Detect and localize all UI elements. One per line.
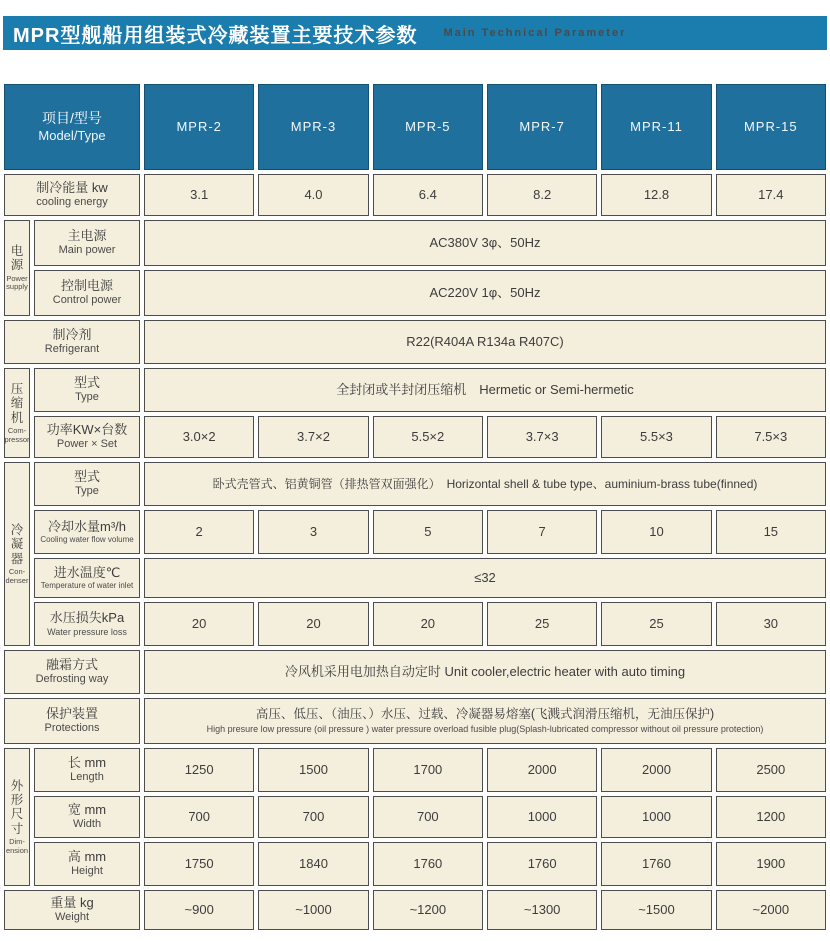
value-cell: ~1000 [258, 890, 368, 930]
value-cell-inlet-temp: ≤32 [144, 558, 826, 598]
value-cell: 2500 [716, 748, 826, 792]
value-cell: 1200 [716, 796, 826, 838]
value-cell: 8.2 [487, 174, 597, 216]
value-cell: 2000 [601, 748, 711, 792]
value-cell: 700 [258, 796, 368, 838]
value-cell: 12.8 [601, 174, 711, 216]
value-cell: 3.1 [144, 174, 254, 216]
group-label-condenser: 冷凝器 Con-denser [4, 462, 30, 646]
value-cell: 5.5×3 [601, 416, 711, 458]
value-cell-main-power: AC380V 3φ、50Hz [144, 220, 826, 266]
value-cell: 25 [487, 602, 597, 646]
value-cell: 5 [373, 510, 483, 554]
value-cell: 10 [601, 510, 711, 554]
group-dimension [4, 748, 826, 886]
group-power-supply [4, 220, 826, 316]
spec-table [4, 84, 826, 930]
row-width [34, 796, 826, 838]
value-cell: 17.4 [716, 174, 826, 216]
header-label-zh: 项目/型号 [42, 110, 102, 127]
model-header-mpr15: MPR-15 [743, 118, 798, 134]
value-cell: 1000 [487, 796, 597, 838]
row-cooling-energy [4, 174, 826, 216]
value-cell: 5.5×2 [373, 416, 483, 458]
value-cell: ~1500 [601, 890, 711, 930]
model-header-mpr11: MPR-11 [630, 118, 683, 134]
row-main-power [34, 220, 826, 266]
row-label-power-set: 功率KW×台数 Power × Set [34, 416, 140, 458]
model-header-mpr5: MPR-5 [405, 118, 451, 134]
protections-en: High presure low pressure (oil pressure ) water pressure overload fusible plug(Splash-lubricated compressor without oil pressure protection) [206, 724, 764, 735]
protections-zh: 高压、低压、（油压、）水压、过载、冷凝器易熔塞(飞溅式润滑压缩机，无油压保护) [255, 706, 715, 721]
row-refrigerant [4, 320, 826, 364]
value-cell: 3.7×2 [258, 416, 368, 458]
value-cell-protections [144, 698, 826, 744]
row-label-width: 宽 mm Width [34, 796, 140, 838]
value-cell: 2 [144, 510, 254, 554]
row-label-main-power: 主电源 Main power [34, 220, 140, 266]
row-label-control-power: 控制电源 Control power [34, 270, 140, 316]
value-cell-defrosting: 冷风机采用电加热自动定时 Unit cooler,electric heater with auto timing [144, 650, 826, 694]
value-cell: 1000 [601, 796, 711, 838]
row-power-set [34, 416, 826, 458]
group-condenser [4, 462, 826, 646]
value-cell: ~900 [144, 890, 254, 930]
row-weight [4, 890, 826, 930]
row-label-defrosting: 融霜方式 Defrosting way [4, 650, 140, 694]
row-cooling-water [34, 510, 826, 554]
value-cell: 1500 [258, 748, 368, 792]
row-label-inlet-temp: 进水温度℃ Temperature of water inlet [34, 558, 140, 598]
row-compressor-type [34, 368, 826, 412]
value-cell: 30 [716, 602, 826, 646]
value-cell: 700 [373, 796, 483, 838]
row-protections [4, 698, 826, 744]
value-cell: ~1200 [373, 890, 483, 930]
value-cell: 4.0 [258, 174, 368, 216]
table-header-row [4, 84, 826, 170]
value-cell: 7.5×3 [716, 416, 826, 458]
value-cell: 3 [258, 510, 368, 554]
header-label-en: Model/Type [38, 127, 106, 143]
value-cell: 20 [144, 602, 254, 646]
value-cell: 700 [144, 796, 254, 838]
value-cell: ~1300 [487, 890, 597, 930]
row-label-weight: 重量 kg Weight [4, 890, 140, 930]
page-title [3, 16, 827, 50]
row-condenser-type [34, 462, 826, 506]
page-title-zh: MPR型舰船用组装式冷藏装置主要技术参数 [13, 24, 418, 47]
page-title-en: Main Technical Parameter [443, 27, 627, 39]
value-cell: 1760 [373, 842, 483, 886]
value-cell: 1750 [144, 842, 254, 886]
group-label-power-supply: 电源 Power supply [4, 220, 30, 316]
value-cell: 6.4 [373, 174, 483, 216]
value-cell: ~2000 [716, 890, 826, 930]
row-pressure-loss [34, 602, 826, 646]
value-cell: 25 [601, 602, 711, 646]
value-cell: 1760 [487, 842, 597, 886]
group-label-compressor: 压缩机 Com-pressor [4, 368, 30, 458]
row-defrosting [4, 650, 826, 694]
value-cell-condenser-type: 卧式壳管式、铝黄铜管（排热管双面强化） Horizontal shell & tube type、auminium-brass tube(finned) [144, 462, 826, 506]
header-label-cell [4, 84, 140, 170]
row-control-power [34, 270, 826, 316]
model-header-mpr2: MPR-2 [176, 118, 222, 134]
value-cell: 3.0×2 [144, 416, 254, 458]
group-compressor [4, 368, 826, 458]
value-cell: 15 [716, 510, 826, 554]
model-header-mpr3: MPR-3 [290, 118, 337, 134]
row-length [34, 748, 826, 792]
group-label-dimension: 外形尺寸 Dim-ension [4, 748, 30, 886]
value-cell-control-power: AC220V 1φ、50Hz [144, 270, 826, 316]
model-header-mpr7: MPR-7 [519, 118, 565, 134]
row-label-cooling-energy: 制冷能量 kw cooling energy [4, 174, 140, 216]
row-label-height: 高 mm Height [34, 842, 140, 886]
row-label-protections: 保护装置 Protections [4, 698, 140, 744]
row-label-compressor-type: 型式 Type [34, 368, 140, 412]
row-label-condenser-type: 型式 Type [34, 462, 140, 506]
value-cell-compressor-type: 全封闭或半封闭压缩机 Hermetic or Semi-hermetic [144, 368, 826, 412]
value-cell: 20 [258, 602, 368, 646]
row-label-length: 长 mm Length [34, 748, 140, 792]
value-cell: 2000 [487, 748, 597, 792]
value-cell: 1700 [373, 748, 483, 792]
value-cell: 20 [373, 602, 483, 646]
row-label-pressure-loss: 水压损失kPa Water pressure loss [34, 602, 140, 646]
value-cell: 1250 [144, 748, 254, 792]
value-cell: 7 [487, 510, 597, 554]
row-label-refrigerant: 制冷剂 Refrigerant [4, 320, 140, 364]
row-height [34, 842, 826, 886]
value-cell-refrigerant: R22(R404A R134a R407C) [144, 320, 826, 364]
value-cell: 1900 [716, 842, 826, 886]
row-inlet-temp [34, 558, 826, 598]
row-label-cooling-water: 冷却水量m³/h Cooling water flow volume [34, 510, 140, 554]
value-cell: 1760 [601, 842, 711, 886]
value-cell: 1840 [258, 842, 368, 886]
value-cell: 3.7×3 [487, 416, 597, 458]
